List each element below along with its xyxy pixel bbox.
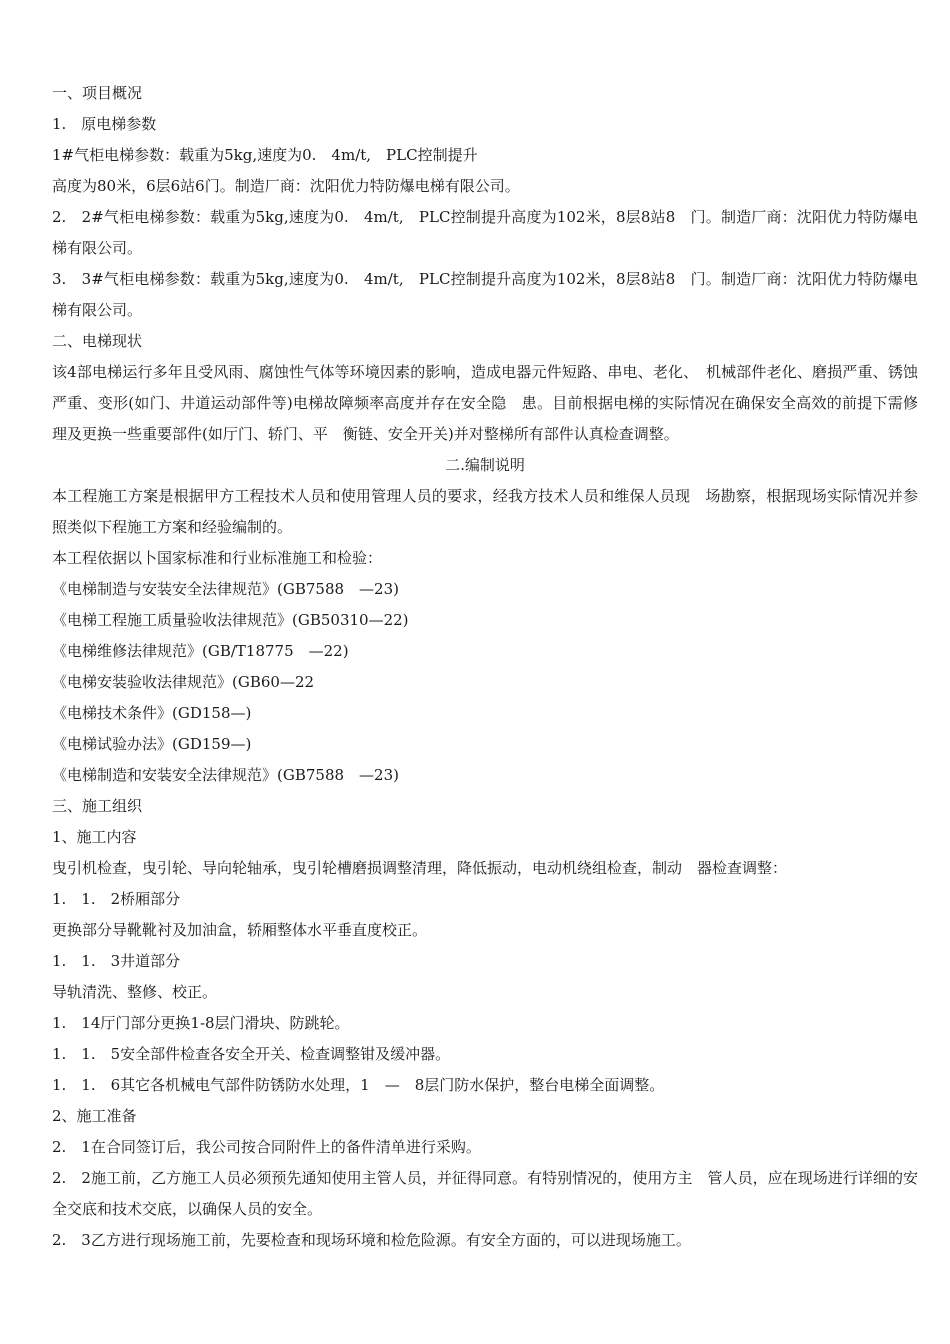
work-item: 1. 1. 2桥厢部分	[52, 890, 181, 908]
subsection-work-content: 1、施工内容	[52, 828, 137, 846]
elevator-1-params-cont: 高度为80米，6层6站6门。制造厂商：沈阳优力特防爆电梯有限公司。	[52, 177, 520, 195]
explain-paragraph-text: 本工程施工方案是根据甲方工程技术人员和使用管理人员的要求，经我方技术人员和维保人员现 场勘察，根据现场实际情况并参照类似下程施工方案和经验编制的。	[52, 487, 918, 536]
subsection-preparation: 2、施工准备	[52, 1107, 137, 1125]
status-paragraph	[52, 357, 918, 450]
work-item: 曳引机检查，曳引轮、导向轮轴承，曳引轮槽磨损调整清理，降低振动，电动机绕组检查，制动 器检查调整：	[52, 859, 788, 877]
preparation-item: 2. 3乙方进行现场施工前，先要检查和现场环境和检危险源。有安全方面的，可以进现场施工。	[52, 1231, 691, 1249]
section-heading-overview: 一、项目概况	[52, 84, 143, 102]
standard-item: 《电梯工程施工质量验收法律规范》(GB50310—22)	[52, 611, 409, 629]
explain-paragraph	[52, 481, 918, 543]
preparation-item: 2. 1在合同签订后，我公司按合同附件上的备件清单进行采购。	[52, 1138, 481, 1156]
standard-item: 《电梯维修法律规范》(GB/T18775 —22)	[52, 642, 349, 660]
work-item: 导轨清洗、整修、校正。	[52, 983, 218, 1001]
standard-item: 《电梯技术条件》(GD158—)	[52, 704, 252, 722]
preparation-item-2	[52, 1163, 918, 1225]
work-item: 1. 1. 3井道部分	[52, 952, 181, 970]
subsection-original-params: 1. 原电梯参数	[52, 115, 157, 133]
section-heading-organization: 三、施工组织	[52, 797, 143, 815]
work-item: 更换部分导靴靴衬及加油盒，轿厢整体水平垂直度校正。	[52, 921, 428, 939]
standard-item: 《电梯安装验收法律规范》(GB60—22	[52, 673, 315, 691]
elevator-3-params-text: 3. 3#气柜电梯参数：载重为5kg,速度为0. 4m/t, PLC控制提升高度为102米，8层8站8 门。制造厂商：沈阳优力特防爆电梯有限公司。	[52, 270, 918, 319]
elevator-2-params	[52, 202, 918, 264]
preparation-item-2-text: 2. 2施工前，乙方施工人员必须预先通知使用主管人员，并征得同意。有特别情况的，使用方主 管人员，应在现场进行详细的安全交底和技术交底，以确保人员的安全。	[52, 1169, 918, 1218]
work-item: 1. 1. 5安全部件检查各安全开关、检查调整钳及缓冲器。	[52, 1045, 451, 1063]
standards-intro: 本工程依据以卜国家标准和行业标准施工和检验：	[52, 549, 383, 567]
elevator-3-params	[52, 264, 918, 326]
elevator-2-params-text: 2. 2#气柜电梯参数：载重为5kg,速度为0. 4m/t, PLC控制提升高度为102米，8层8站8 门。制造厂商：沈阳优力特防爆电梯有限公司。	[52, 208, 918, 257]
document-body	[52, 78, 918, 1256]
work-item: 1. 14厅门部分更换1-8层门滑块、防跳轮。	[52, 1014, 350, 1032]
standard-item: 《电梯试验办法》(GD159—)	[52, 735, 252, 753]
standard-item: 《电梯制造与安装安全法律规范》(GB7588 —23)	[52, 580, 399, 598]
section-heading-status: 二、电梯现状	[52, 332, 143, 350]
work-item: 1. 1. 6其它各机械电气部件防锈防水处理，1 — 8层门防水保护，整台电梯全面调整。	[52, 1076, 665, 1094]
standard-item: 《电梯制造和安装安全法律规范》(GB7588 —23)	[52, 766, 399, 784]
section-heading-explain	[52, 450, 918, 481]
status-paragraph-text: 该4部电梯运行多年且受风雨、腐蚀性气体等环境因素的影响，造成电器元件短路、串电、老化、 机械部件老化、磨损严重、锈蚀严重、变形(如门、井道运动部件等)电梯故障频率高度并存在安全隐 患。目前根据电梯的实际情况在确保安全高效的前提下需修理及更换一些重要部件(如厅门、轿门、平 衡链、安全开关)并对整梯所有部件认真检查调整。	[52, 363, 918, 443]
section-heading-explain-text: 二.编制说明	[445, 456, 525, 474]
elevator-1-params: 1#气柜电梯参数：载重为5kg,速度为0. 4m/t, PLC控制提升	[52, 146, 478, 164]
